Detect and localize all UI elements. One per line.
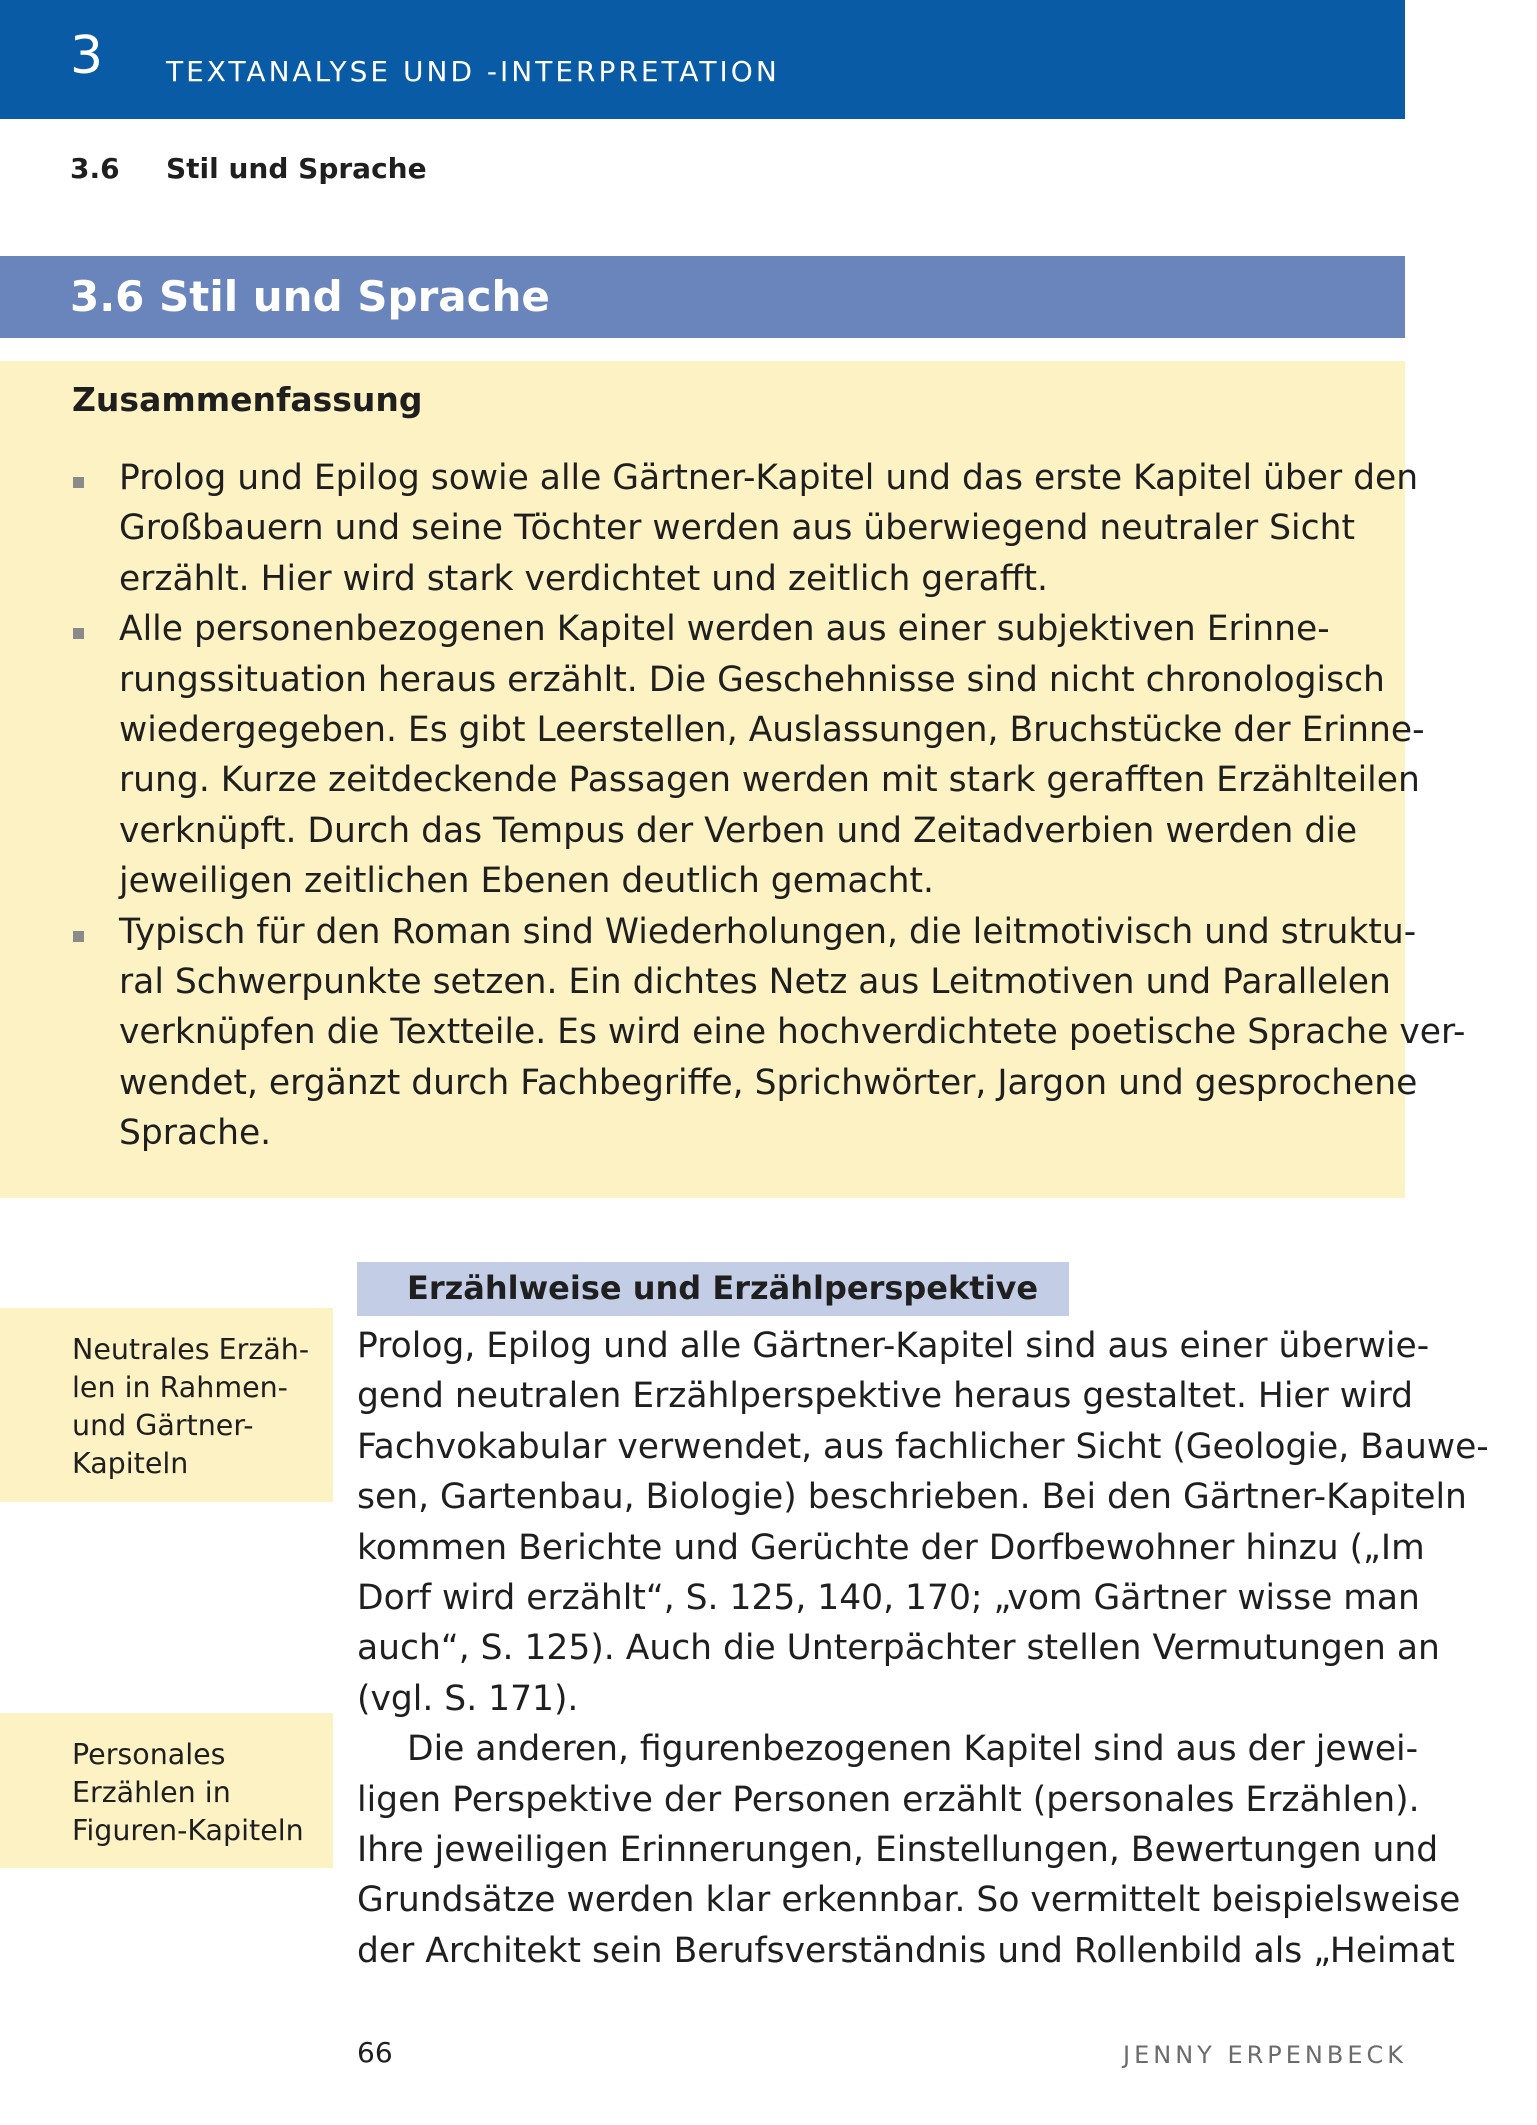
footer-author: JENNY ERPENBECK <box>1123 2041 1407 2069</box>
text-line: Alle personenbezogenen Kapitel werden aus einer subjektiven Erinne- <box>119 609 1330 650</box>
margin-note-line: Erzählen in <box>72 1776 231 1809</box>
body-line: (vgl. S. 171). <box>357 1678 579 1719</box>
body-line: sen, Gartenbau, Biologie) beschrieben. Bei den Gärtner-Kapiteln <box>357 1477 1467 1518</box>
text-line: jeweiligen zeitlichen Ebenen deutlich gemacht. <box>119 861 935 902</box>
body-line: Prolog, Epilog und alle Gärtner-Kapitel sind aus einer überwie- <box>357 1326 1430 1366</box>
margin-note-line: Figuren-Kapiteln <box>72 1814 304 1847</box>
page-number: 66 <box>357 2036 393 2069</box>
bullet-square-icon <box>73 477 84 488</box>
margin-note-neutral <box>0 1308 333 1502</box>
body-line: Ihre jeweiligen Erinnerungen, Einstellungen, Bewertungen und <box>357 1830 1439 1871</box>
body-text <box>357 1321 1489 1976</box>
margin-note-line: Neutrales Erzäh- <box>72 1333 310 1366</box>
summary-item <box>0 604 1425 906</box>
section-running-title: Stil und Sprache <box>166 152 427 185</box>
text-line: Prolog und Epilog sowie alle Gärtner-Kapitel und das erste Kapitel über den <box>119 458 1419 498</box>
text-line: wiedergegeben. Es gibt Leerstellen, Auslassungen, Bruchstücke der Erinne- <box>119 710 1425 751</box>
body-line: auch“, S. 125). Auch die Unterpächter stellen Vermutungen an <box>357 1628 1440 1669</box>
section-banner-title: 3.6 Stil und Sprache <box>70 272 550 321</box>
section-banner <box>0 256 1405 338</box>
text-line: rungssituation heraus erzählt. Die Geschehnisse sind nicht chronologisch <box>119 659 1385 700</box>
text-line: Sprache. <box>119 1113 272 1154</box>
text-line: rung. Kurze zeitdeckende Passagen werden mit stark gerafften Erzählteilen <box>119 760 1420 801</box>
margin-note-line: und Gärtner- <box>72 1409 254 1442</box>
subsection-heading: Erzählweise und Erzählperspektive <box>407 1269 1039 1307</box>
summary-title: Zusammenfassung <box>72 380 423 419</box>
chapter-number: 3 <box>70 26 104 86</box>
chapter-header-bar <box>0 0 1405 119</box>
text-line: ral Schwerpunkte setzen. Ein dichtes Netz aus Leitmotiven und Parallelen <box>119 962 1391 1003</box>
text-line: erzählt. Hier wird stark verdichtet und zeitlich gerafft. <box>119 558 1049 599</box>
summary-item <box>0 453 1419 604</box>
body-line: Fachvokabular verwendet, aus fachlicher Sicht (Geologie, Bauwe- <box>357 1426 1489 1467</box>
body-line: Die anderen, figurenbezogenen Kapitel sind aus der jewei- <box>407 1729 1419 1770</box>
body-line: der Architekt sein Berufsverständnis und Rollenbild als „Heimat <box>357 1930 1455 1971</box>
body-line: Grundsätze werden klar erkennbar. So vermittelt beispielsweise <box>357 1880 1461 1921</box>
text-line: Großbauern und seine Töchter werden aus überwiegend neutraler Sicht <box>119 508 1355 549</box>
summary-item-text <box>119 604 1425 906</box>
summary-list <box>0 453 1466 1159</box>
section-number: 3.6 <box>70 152 120 185</box>
text-line: verknüpfen die Textteile. Es wird eine hochverdichtete poetische Sprache ver- <box>119 1012 1466 1053</box>
text-line: Typisch für den Roman sind Wiederholungen, die leitmotivisch und struktu- <box>119 911 1417 952</box>
body-line: Dorf wird erzählt“, S. 125, 140, 170; „vom Gärtner wisse man <box>357 1578 1420 1619</box>
text-line: wendet, ergänzt durch Fachbegriffe, Sprichwörter, Jargon und gesprochene <box>119 1062 1418 1103</box>
chapter-title: TEXTANALYSE UND -INTERPRETATION <box>166 55 780 88</box>
bullet-square-icon <box>73 931 84 942</box>
body-line: kommen Berichte und Gerüchte der Dorfbewohner hinzu („Im <box>357 1527 1425 1568</box>
summary-box <box>0 361 1466 1198</box>
margin-note-line: len in Rahmen- <box>72 1371 288 1404</box>
summary-item-text <box>119 907 1466 1159</box>
margin-note-personal <box>0 1713 333 1868</box>
summary-item-text <box>119 453 1419 604</box>
text-line: verknüpft. Durch das Tempus der Verben und Zeitadverbien werden die <box>119 810 1358 851</box>
subsection-heading-box <box>357 1262 1069 1316</box>
body-line: ligen Perspektive der Personen erzählt (personales Erzählen). <box>357 1779 1420 1820</box>
margin-note-line: Kapiteln <box>72 1447 189 1480</box>
summary-item <box>0 907 1466 1159</box>
margin-note-line: Personales <box>72 1738 226 1771</box>
body-line: gend neutralen Erzählperspektive heraus gestaltet. Hier wird <box>357 1376 1414 1417</box>
bullet-square-icon <box>73 628 84 639</box>
